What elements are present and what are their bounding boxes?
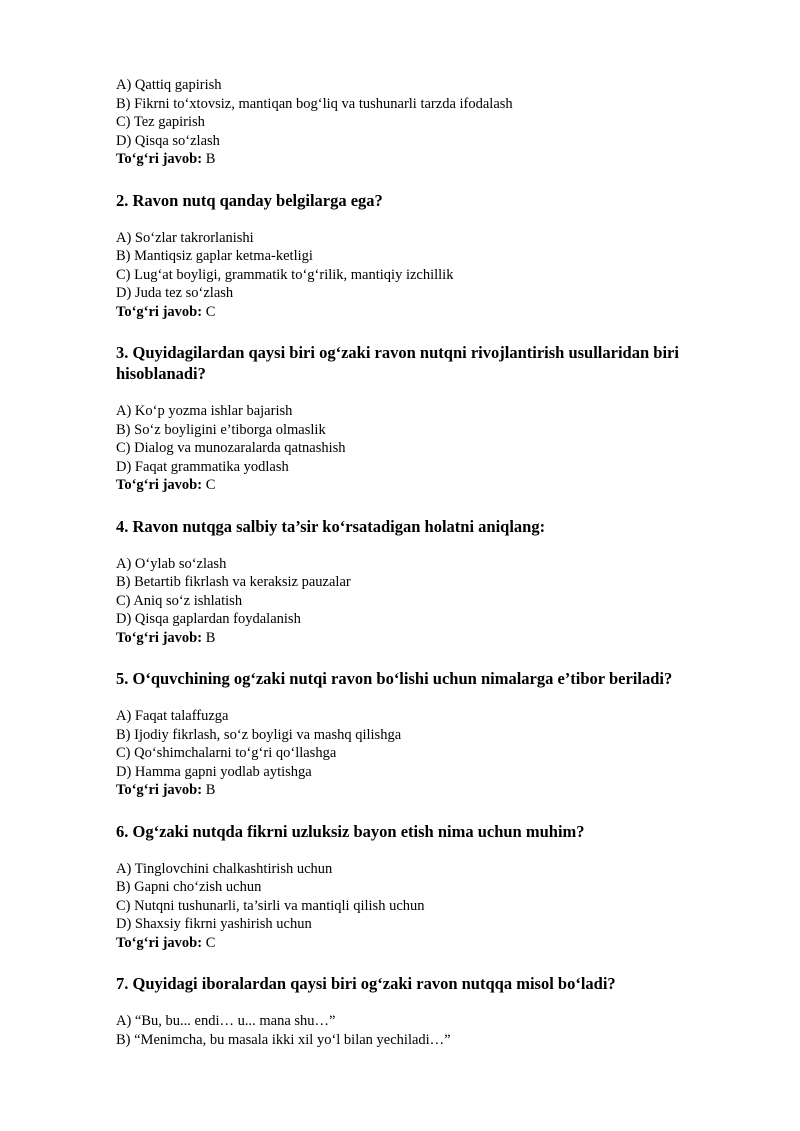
correct-answer [116,781,740,800]
correct-answer-label: To‘g‘ri javob: [116,303,203,320]
option-a: A) Tinglovchini chalkashtirish uchun [116,860,333,877]
correct-answer-label: To‘g‘ri javob: [116,934,203,951]
correct-answer-label: To‘g‘ri javob: [116,782,203,798]
option-b: B) Gapni cho‘zish uchun [116,879,262,895]
option-b: B) So‘z boyligini e’tiborga olmaslik [116,421,326,438]
correct-answer-value: C [205,303,216,320]
correct-answer [116,150,740,169]
correct-answer-label: To‘g‘ri javob: [116,477,203,493]
question-title: 4. Ravon nutqga salbiy ta’sir ko‘rsatadigan holatni aniqlang: [116,516,546,536]
question-block-1 [116,76,740,169]
question-title: 7. Quyidagi iboralardan qaysi biri og‘zaki ravon nutqqa misol bo‘ladi? [116,974,616,993]
option-a: A) Ko‘p yozma ishlar bajarish [116,403,293,419]
option-a: A) Qattiq gapirish [116,77,222,93]
option-d: D) Shaxsiy fikrni yashirish uchun [116,916,312,932]
correct-answer-value: B [205,629,216,646]
correct-answer-label: To‘g‘ri javob: [116,151,203,167]
correct-answer-value: B [205,151,216,167]
option-d: D) Hamma gapni yodlab aytishga [116,763,312,780]
option-d: D) Qisqa gaplardan foydalanish [116,611,301,627]
correct-answer [116,629,740,648]
correct-answer [116,934,740,953]
option-b: B) “Menimcha, bu masala ikki xil yo‘l bilan yechiladi…” [116,1031,451,1048]
option-d: D) Qisqa so‘zlash [116,132,220,149]
correct-answer [116,303,740,322]
option-b: B) Mantiqsiz gaplar ketma-ketligi [116,248,313,264]
correct-answer-value: C [205,477,216,493]
option-c: C) Nutqni tushunarli, ta’sirli va mantiqli qilish uchun [116,897,425,914]
option-c: C) Qo‘shimchalarni to‘g‘ri qo‘llashga [116,745,337,761]
correct-answer-label: To‘g‘ri javob: [116,629,203,646]
option-d: D) Faqat grammatika yodlash [116,458,289,475]
option-c: C) Lug‘at boyligi, grammatik to‘g‘rilik, mantiqiy izchillik [116,266,454,283]
correct-answer-value: C [205,934,216,951]
option-b: B) Fikrni to‘xtovsiz, mantiqan bog‘liq va tushunarli tarzda ifodalash [116,95,513,112]
option-d: D) Juda tez so‘zlash [116,285,234,301]
question-block-3 [116,342,740,495]
question-title: 2. Ravon nutq qanday belgilarga ega? [116,190,383,210]
option-c: C) Tez gapirish [116,114,205,130]
option-a: A) So‘zlar takrorlanishi [116,229,254,246]
question-title: 5. O‘quvchining og‘zaki nutqi ravon bo‘lishi uchun nimalarga e’tibor beriladi? [116,669,673,688]
question-block-6 [116,821,740,953]
option-c: C) Dialog va munozaralarda qatnashish [116,440,346,456]
option-c: C) Aniq so‘z ishlatish [116,592,243,609]
option-a: A) “Bu, bu... endi… u... mana shu…” [116,1013,336,1029]
correct-answer-value: B [205,782,216,798]
option-b: B) Betartib fikrlash va keraksiz pauzalar [116,574,351,590]
option-a: A) Faqat talaffuzga [116,708,229,724]
question-block-5 [116,668,740,800]
question-block-7 [116,973,740,1049]
question-title: 6. Og‘zaki nutqda fikrni uzluksiz bayon etish nima uchun muhim? [116,821,585,841]
question-title: 3. Quyidagilardan qaysi biri og‘zaki ravon nutqni rivojlantirish usullaridan biri hisoblanadi? [116,343,679,383]
option-a: A) O‘ylab so‘zlash [116,555,227,572]
option-b: B) Ijodiy fikrlash, so‘z boyligi va mashq qilishga [116,726,402,743]
question-block-2 [116,190,740,322]
correct-answer [116,476,740,495]
question-block-4 [116,516,740,648]
